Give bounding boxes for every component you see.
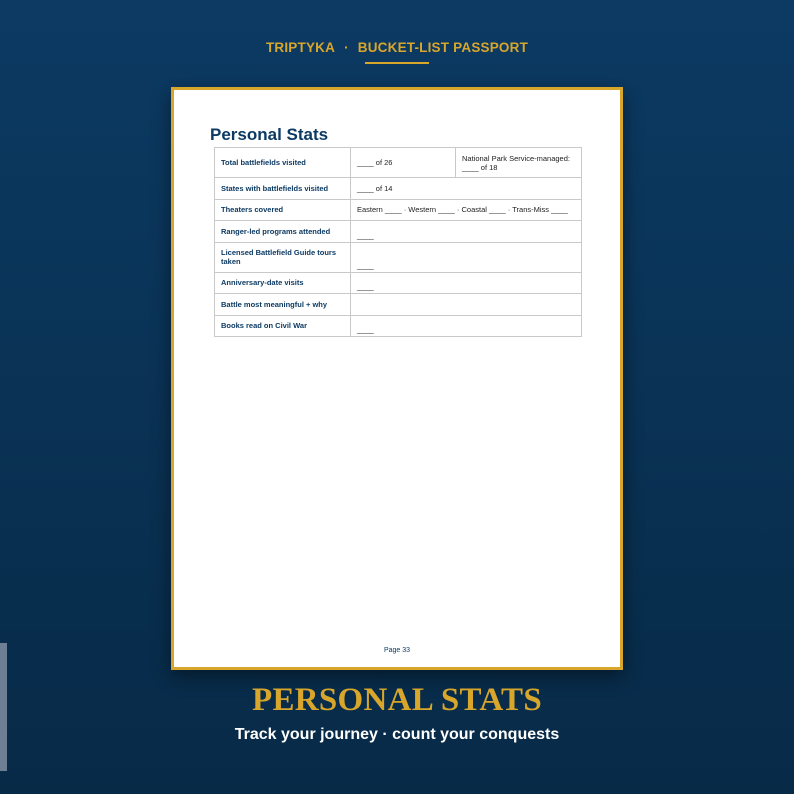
table-row: [215, 315, 582, 337]
page-title: Personal Stats: [210, 125, 329, 144]
table-row: [215, 272, 582, 294]
row-label: Theaters covered: [215, 199, 351, 221]
table-row: [215, 242, 582, 272]
document-page: [171, 87, 623, 670]
stats-table: [214, 147, 582, 337]
table-row: [215, 221, 582, 243]
table-row: [215, 148, 582, 178]
brand-separator: ·: [344, 40, 349, 55]
page-number: Page 33: [383, 647, 411, 654]
brand-header: [0, 40, 794, 55]
row-value-field[interactable]: ____ of 26: [351, 148, 456, 178]
table-row: [215, 178, 582, 200]
row-label: Battle most meaningful + why: [215, 294, 351, 316]
row-value-field[interactable]: ____: [351, 221, 582, 243]
row-value-field[interactable]: ____: [351, 272, 582, 294]
row-value-field[interactable]: ____: [351, 315, 582, 337]
row-value-field[interactable]: ____: [351, 242, 582, 272]
table-row: [215, 294, 582, 316]
row-label: Anniversary-date visits: [215, 272, 351, 294]
table-row: [215, 199, 582, 221]
row-value-field[interactable]: ____ of 14: [351, 178, 582, 200]
row-value-field[interactable]: [351, 294, 582, 316]
row-label: Total battlefields visited: [215, 148, 351, 178]
row-label: Books read on Civil War: [215, 315, 351, 337]
row-value-field[interactable]: Eastern ____ · Western ____ · Coastal ____ · Trans-Miss ____: [351, 199, 582, 221]
section-title: PERSONAL STATS: [252, 682, 542, 718]
row-label: Ranger-led programs attended: [215, 221, 351, 243]
brand-name: TRIPTYKA: [265, 40, 336, 55]
tagline: Track your journey · count your conquests: [234, 726, 560, 743]
product-name: BUCKET-LIST PASSPORT: [357, 40, 529, 55]
row-label: Licensed Battlefield Guide tours taken: [215, 242, 351, 272]
row-label: States with battlefields visited: [215, 178, 351, 200]
row-extra-field[interactable]: National Park Service-managed: ____ of 18: [456, 148, 582, 178]
brand-underline: [365, 62, 429, 64]
